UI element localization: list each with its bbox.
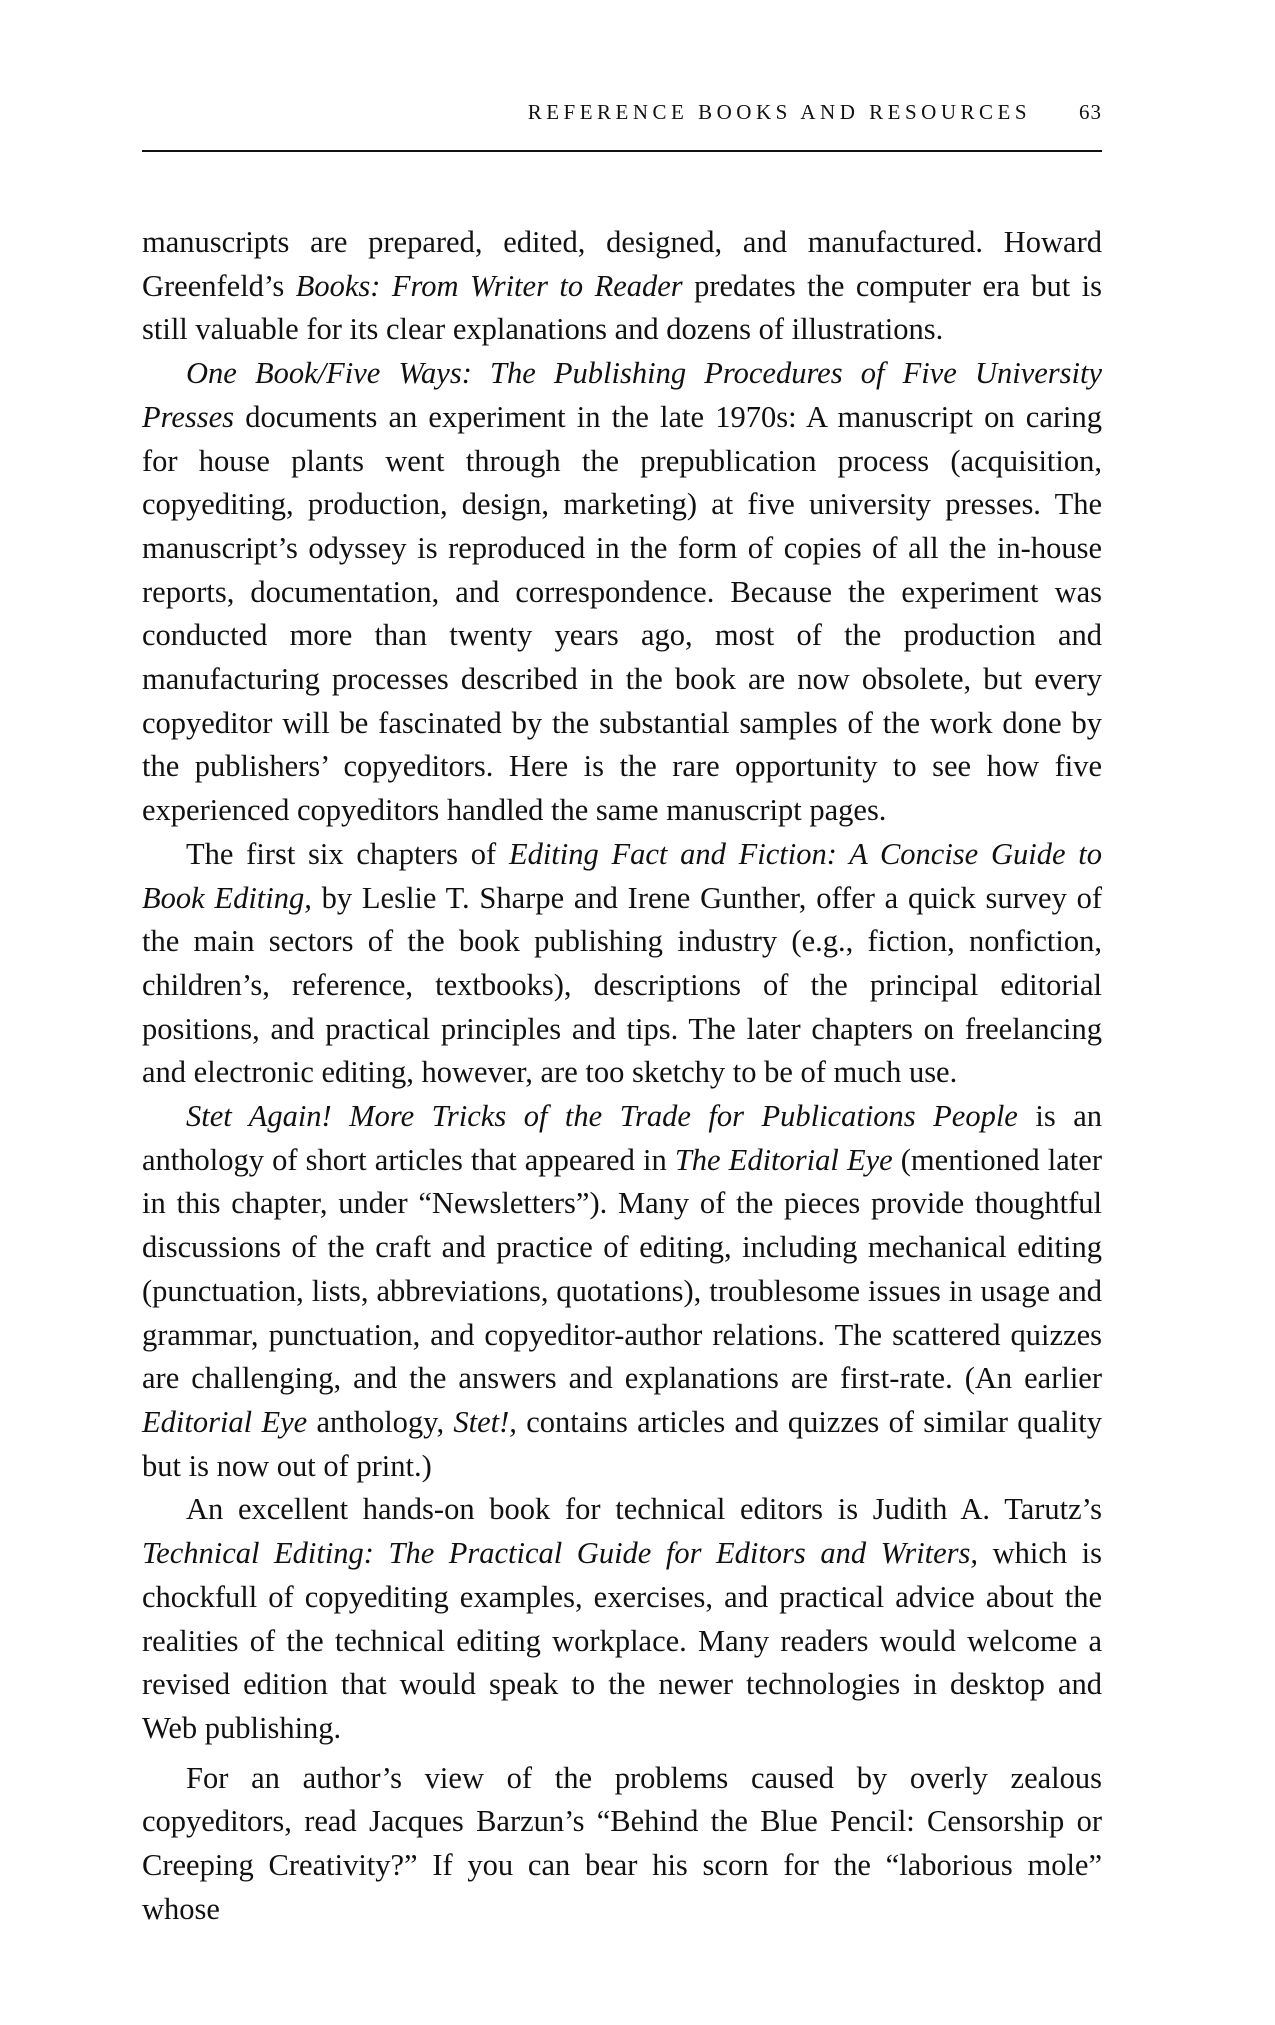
text-segment: manuscripts are prepared, edited, designed, and manufactured. Howard Greenfeld’s xyxy=(142,225,1102,303)
page-number: 63 xyxy=(1079,100,1102,124)
text-segment: contains articles and quizzes of similar quality but is now out of print.) xyxy=(142,1404,1102,1483)
text-segment: predates the computer era but is still valuable for its clear explanations and dozens of illustrations. xyxy=(142,268,1102,347)
book-title: Editorial Eye xyxy=(142,1404,308,1439)
paragraph xyxy=(142,1488,1102,1750)
text-segment: anthology, xyxy=(307,1404,454,1439)
paragraph xyxy=(142,352,1102,833)
paragraph xyxy=(142,221,1102,352)
text-segment: An excellent hands-on book for technical editors is Judith A. Tarutz’s xyxy=(186,1492,1102,1527)
text-segment: The first six chapters of xyxy=(186,836,509,871)
paragraph xyxy=(142,1095,1102,1488)
book-title: Editing Fact and Fiction: A Concise Guide to Book Editing, xyxy=(142,836,1102,915)
text-segment: documents an experiment in the late 1970s: A manuscript on caring for house plants went through the prepublication process (acquisition, copyediting, production, design, marketing) at five university presses. The manuscript’s odyssey is reproduced in the form of copies of all the in-house reports, documentation, and correspondence. Because the experiment was conducted more than twenty years ago, most of the production and manufacturing processes described in the book are now obsolete, but every copyeditor will be fascinated by the substantial samples of the work done by the publishers’ copyeditors. Here is the rare opportunity to see how five experienced copyeditors handled the same manuscript pages. xyxy=(142,399,1102,828)
running-head-title: REFERENCE BOOKS AND RESOURCES xyxy=(527,100,1031,124)
book-title: Technical Editing: The Practical Guide for Editors and Writers, xyxy=(142,1536,979,1571)
text-segment: (mentioned later in this chapter, under “Newsletters”). Many of the pieces provide thoughtful discussions of the craft and practice of editing, including mechanical editing (punctuation, lists, abbreviations, quotations), troublesome issues in usage and grammar, punctuation, and copyeditor-author relations. The scattered quizzes are challenging, and the answers and explanations are first-rate. (An earlier xyxy=(142,1142,1102,1396)
text-segment: is an anthology of short articles that appeared in xyxy=(142,1099,1102,1177)
text-segment: by Leslie T. Sharpe and Irene Gunther, offer a quick survey of the main sectors of the book publishing industry (e.g., fiction, nonfiction, children’s, reference, textbooks), descriptions of the principal editorial positions, and practical principles and tips. The later chapters on freelancing and electronic editing, however, are too sketchy to be of much use. xyxy=(142,880,1102,1090)
running-head xyxy=(142,100,1102,140)
paragraph xyxy=(142,1757,1102,1932)
body-text xyxy=(142,221,1102,1931)
text-segment: For an author’s view of the problems caused by overly zealous copyeditors, read Jacques Barzun’s “Behind the Blue Pencil: Censorship or Creeping Creativity?” If you can bear his scorn for the “laborious mole” whose xyxy=(142,1760,1102,1926)
text-segment: which is chockfull of copyediting examples, exercises, and practical advice about the realities of the technical editing workplace. Many readers would welcome a revised edition that would speak to the newer technologies in desktop and Web publishing. xyxy=(142,1536,1102,1745)
header-rule xyxy=(142,150,1102,152)
book-title: Books: From Writer to Reader xyxy=(295,268,683,303)
paragraph xyxy=(142,833,1102,1095)
book-page xyxy=(142,100,1102,1931)
book-title: One Book/Five Ways: The Publishing Procedures of Five University Presses xyxy=(142,356,1102,434)
book-title: Stet Again! More Tricks of the Trade for Publications People xyxy=(186,1099,1018,1134)
book-title: Stet!, xyxy=(453,1404,517,1439)
book-title: The Editorial Eye xyxy=(674,1142,893,1177)
